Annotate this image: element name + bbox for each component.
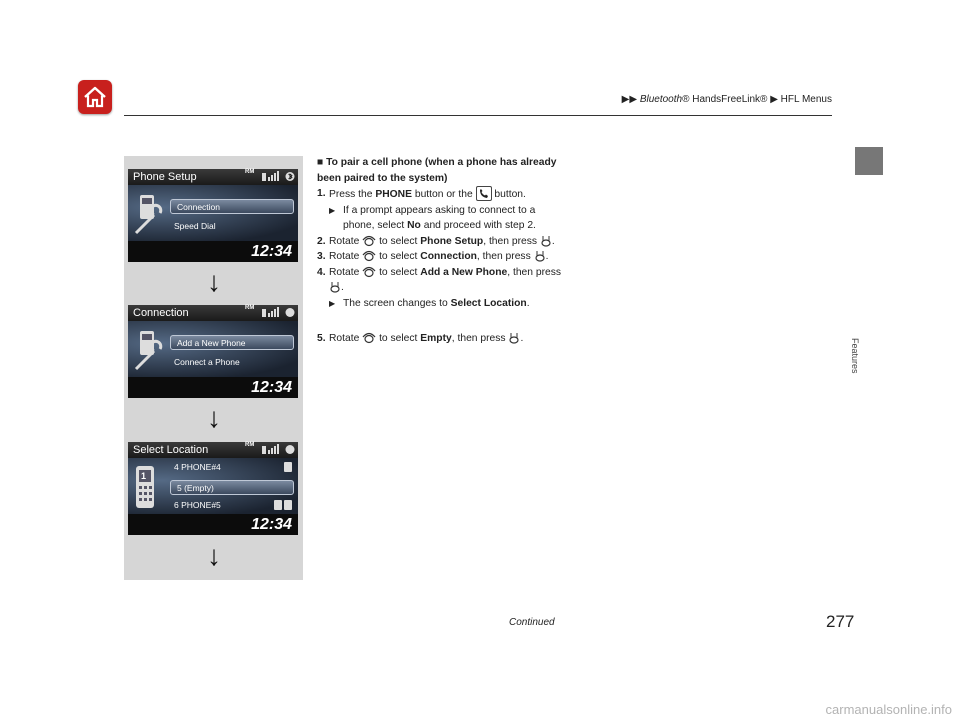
heading-bullet-icon: ■ <box>317 157 324 168</box>
rm-badge: RM <box>245 305 255 311</box>
clock: 12:34 <box>128 514 298 535</box>
home-button[interactable] <box>78 80 112 114</box>
breadcrumb-arrow-icon: ▶▶ <box>621 94 638 105</box>
menu-item-connection[interactable]: Connection <box>170 199 294 214</box>
step-5: 5. Rotate to select Empty, then press . <box>317 333 524 344</box>
screen-figure <box>124 156 303 580</box>
slot-number: 1 <box>141 471 147 481</box>
clock: 12:34 <box>128 377 298 398</box>
menu-item-add-new-phone[interactable]: Add a New Phone <box>170 335 294 350</box>
section-heading <box>317 155 562 186</box>
step-2: 2. Rotate to select Phone Setup, then press . <box>317 235 555 247</box>
menu-item-phone-6[interactable]: 6 PHONE#5 <box>174 500 221 510</box>
menu-item-empty-5[interactable]: 5 (Empty) <box>170 480 294 495</box>
status-icons <box>261 171 295 182</box>
breadcrumb-hfl[interactable]: ® HandsFreeLink® <box>682 94 768 105</box>
speed-dial-icon <box>274 500 282 510</box>
phone-wrench-icon <box>132 191 168 235</box>
instructions <box>317 155 562 347</box>
continued-label: Continued <box>509 617 555 628</box>
breadcrumb-hfl-menus[interactable]: HFL Menus <box>780 94 832 105</box>
phone-button-icon <box>476 186 492 201</box>
rm-badge: RM <box>245 169 255 175</box>
step-number: 1. <box>317 188 326 199</box>
down-arrow-icon: ↓ <box>207 540 221 571</box>
press-knob-icon <box>540 235 552 247</box>
home-icon <box>82 84 108 110</box>
menu-item-connect-phone[interactable]: Connect a Phone <box>174 357 240 367</box>
rm-badge: RM <box>245 442 255 448</box>
step-1-note: ▶ If a prompt appears asking to connect to a phone, select No and proceed with step 2. <box>329 204 536 231</box>
menu-item-phone-4[interactable]: 4 PHONE#4 <box>174 462 221 472</box>
rotate-knob-icon <box>362 265 376 278</box>
phone-wrench-icon <box>132 327 168 371</box>
step-4: 4. Rotate to select Add a New Phone, then press . <box>317 266 562 293</box>
screen-phone-setup <box>128 169 298 262</box>
screen-select-location <box>128 442 298 535</box>
step-4-note: ▶ The screen changes to Select Location. <box>317 296 562 312</box>
down-arrow-icon: ↓ <box>207 402 221 433</box>
rotate-knob-icon <box>362 249 376 262</box>
menu-item-speed-dial[interactable]: Speed Dial <box>174 221 216 231</box>
press-knob-icon <box>534 250 546 262</box>
press-knob-icon <box>329 281 341 293</box>
heading-text: To pair a cell phone (when a phone has already been paired to the system) <box>317 157 557 184</box>
screen-title: Select Location <box>128 442 298 458</box>
screen-title: Phone Setup <box>128 169 298 185</box>
rotate-knob-icon <box>362 234 376 247</box>
watermark: carmanualsonline.info <box>825 702 952 717</box>
screen-title: Connection <box>128 305 298 321</box>
press-knob-icon <box>508 332 520 344</box>
step-1: 1. Press the PHONE button or the button. <box>317 188 526 200</box>
step-3: 3. Rotate to select Connection, then press . <box>317 251 549 262</box>
rotate-knob-icon <box>362 331 376 344</box>
features-tab[interactable] <box>855 147 883 175</box>
page-number: 277 <box>826 612 855 631</box>
screen-connection <box>128 305 298 398</box>
breadcrumb-bluetooth: Bluetooth <box>639 94 683 105</box>
note-arrow-icon: ▶ <box>329 205 336 215</box>
phone-slot-icon <box>284 462 292 472</box>
clock: 12:34 <box>128 241 298 262</box>
breadcrumb <box>622 94 832 105</box>
features-tab-label: Features <box>850 338 860 374</box>
breadcrumb-arrow-icon: ▶ <box>770 94 778 105</box>
down-arrow-icon: ↓ <box>207 266 221 297</box>
note-arrow-icon: ▶ <box>329 298 336 308</box>
status-icons <box>261 444 295 455</box>
phone-slot-icon <box>284 500 292 510</box>
header-divider <box>124 115 832 116</box>
status-icons <box>261 307 295 318</box>
